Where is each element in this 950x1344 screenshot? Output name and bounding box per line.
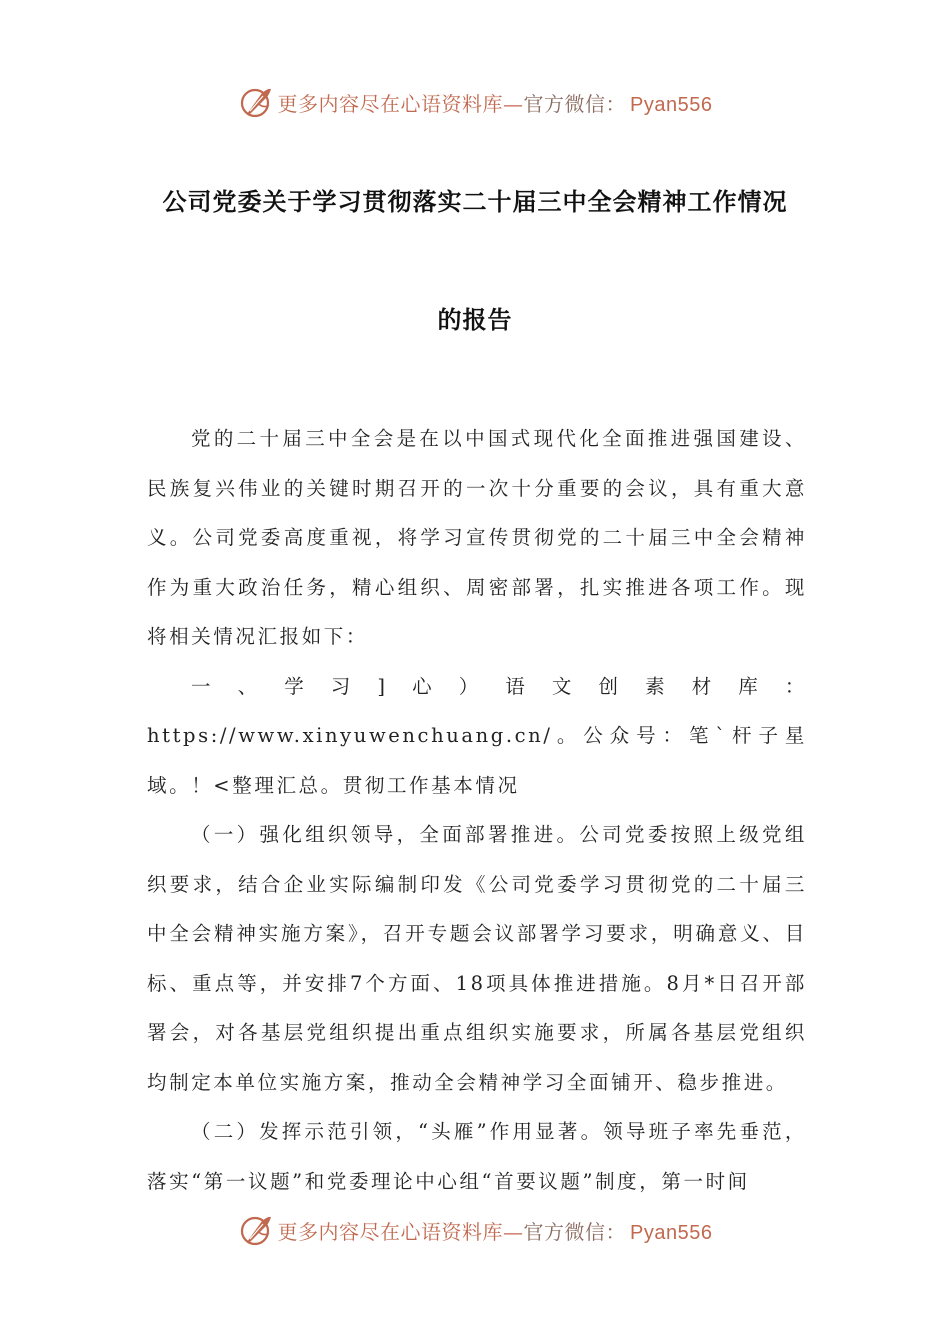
footer-watermark-banner: [0, 1210, 950, 1250]
paragraph-demonstration-leading: （二）发挥示范引领，“头雁”作用显著。领导班子率先垂范，落实“第一议题”和党委理论中心组“首要议题”制度，第一时间: [147, 1120, 807, 1193]
banner-wechat-handle: Pyan556: [630, 93, 713, 116]
banner-dash: —: [503, 1219, 524, 1244]
banner-main-text: 更多内容尽在心语资料库: [277, 1219, 504, 1244]
paragraph-intro: 党的二十届三中全会是在以中国式现代化全面推进强国建设、民族复兴伟业的关键时期召开的一次十分重要的会议，具有重大意义。公司党委高度重视，将学习宣传贯彻党的二十届三中全会精神作为重大政治任务，精心组织、周密部署，扎实推进各项工作。现将相关情况汇报如下：: [147, 427, 807, 648]
quill-logo-icon: [238, 1212, 274, 1248]
banner-official-label: 官方微信：: [523, 1219, 627, 1244]
paragraph-organization-leadership: （一）强化组织领导，全面部署推进。公司党委按照上级党组织要求，结合企业实际编制印发《公司党委学习贯彻党的二十届三中全会精神实施方案》，召开专题会议部署学习要求，明确意义、目标、重点等，并安排7个方面、18项具体推进措施。8月*日召开部署会，对各基层党组织提出重点组织实施要求，所属各基层党组织均制定本单位实施方案，推动全会精神学习全面铺开、稳步推进。: [147, 823, 807, 1094]
banner-official-label: 官方微信：: [523, 91, 627, 116]
document-title-line-1: 公司党委关于学习贯彻落实二十届三中全会精神工作情况: [162, 188, 788, 216]
paragraph-section-one-heading: 一、学习]心）语文创素材库：https://www.xinyuwenchuang.cn/。公众号：笔`杆子星域。！<整理汇总。贯彻工作基本情况: [147, 674, 807, 797]
banner-dash: —: [503, 91, 524, 116]
header-watermark-banner: [0, 82, 950, 122]
document-body: [147, 414, 807, 1206]
banner-main-text: 更多内容尽在心语资料库: [277, 91, 504, 116]
document-title-line-2: 的报告: [437, 306, 513, 334]
quill-logo-icon: [238, 84, 274, 120]
banner-wechat-handle: Pyan556: [630, 1221, 713, 1244]
